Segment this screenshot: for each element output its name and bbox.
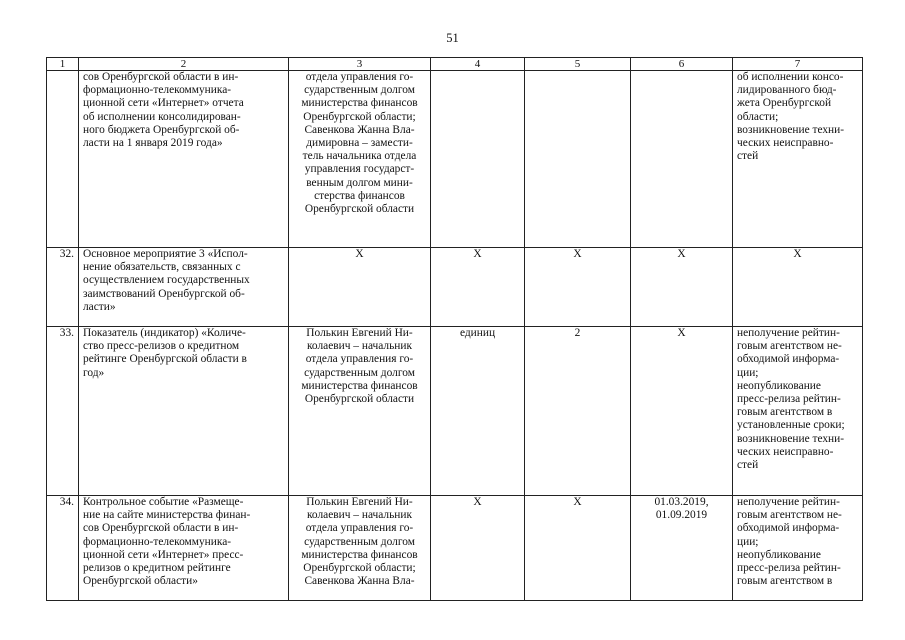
row-date: X	[631, 248, 733, 327]
row-number: 33.	[47, 327, 79, 496]
page-number: 51	[446, 31, 459, 45]
row-date: 01.03.2019, 01.09.2019	[631, 496, 733, 601]
row-value: 2	[525, 327, 631, 496]
row-name: Основное мероприятие 3 «Испол- нение обязательств, связанных с осуществлением государственных заимствований Оренбургской об- ласти»	[79, 248, 289, 327]
row-name: Показатель (индикатор) «Количе- ство пресс-релизов о кредитном рейтинге Оренбургской области в год»	[79, 327, 289, 496]
row-responsible: отдела управления го- сударственным долгом министерства финансов Оренбургской области; Савенкова Жанна Вла- димировна – замести- тель начальника отдела управления государст- венным долгом мини- стерства финансов Оренбургской области	[289, 71, 431, 248]
row-unit: X	[431, 248, 525, 327]
row-responsible: Полькин Евгений Ни- колаевич – начальник отдела управления го- сударственным долгом министерства финансов Оренбургской области; Савенкова Жанна Вла-	[289, 496, 431, 601]
row-responsible: Полькин Евгений Ни- колаевич – начальник отдела управления го- сударственным долгом министерства финансов Оренбургской области	[289, 327, 431, 496]
row-number: 32.	[47, 248, 79, 327]
table-row-32	[47, 248, 863, 327]
header-col-4: 4	[431, 58, 525, 71]
table-row-33	[47, 327, 863, 496]
header-row	[47, 58, 863, 71]
row-number	[47, 71, 79, 248]
row-name: Контрольное событие «Размеще- ние на сайте министерства финан- сов Оренбургской области в ин- формационно-телекоммуника- ционной сети «Интернет» пресс- релизов о кредитном рейтинге Оренбургской области»	[79, 496, 289, 601]
header-col-2: 2	[79, 58, 289, 71]
row-unit: единиц	[431, 327, 525, 496]
row-unit	[431, 71, 525, 248]
header-col-6: 6	[631, 58, 733, 71]
plan-table	[46, 57, 863, 601]
row-responsible: X	[289, 248, 431, 327]
row-value: X	[525, 496, 631, 601]
header-col-3: 3	[289, 58, 431, 71]
row-name: сов Оренбургской области в ин- формационно-телекоммуника- ционной сети «Интернет» отчета об исполнении консолидирован- ного бюджета Оренбургской об- ласти на 1 января 2019 года»	[79, 71, 289, 248]
row-date	[631, 71, 733, 248]
table-row-34	[47, 496, 863, 601]
row-risks: X	[733, 248, 863, 327]
row-risks: неполучение рейтин- говым агентством не- обходимой информа- ции; неопубликование пресс-релиза рейтин- говым агентством в установленные сроки; возникновение техни- ческих неисправно- стей	[733, 327, 863, 496]
row-risks: неполучение рейтин- говым агентством не- обходимой информа- ции; неопубликование пресс-релиза рейтин- говым агентством в	[733, 496, 863, 601]
table-row-continuation	[47, 71, 863, 248]
row-value	[525, 71, 631, 248]
row-number: 34.	[47, 496, 79, 601]
row-unit: X	[431, 496, 525, 601]
row-risks: об исполнении консо- лидированного бюд- жета Оренбургской области; возникновение техни- ческих неисправно- стей	[733, 71, 863, 248]
header-col-7: 7	[733, 58, 863, 71]
row-date: X	[631, 327, 733, 496]
row-value: X	[525, 248, 631, 327]
header-col-5: 5	[525, 58, 631, 71]
header-col-1: 1	[47, 58, 79, 71]
